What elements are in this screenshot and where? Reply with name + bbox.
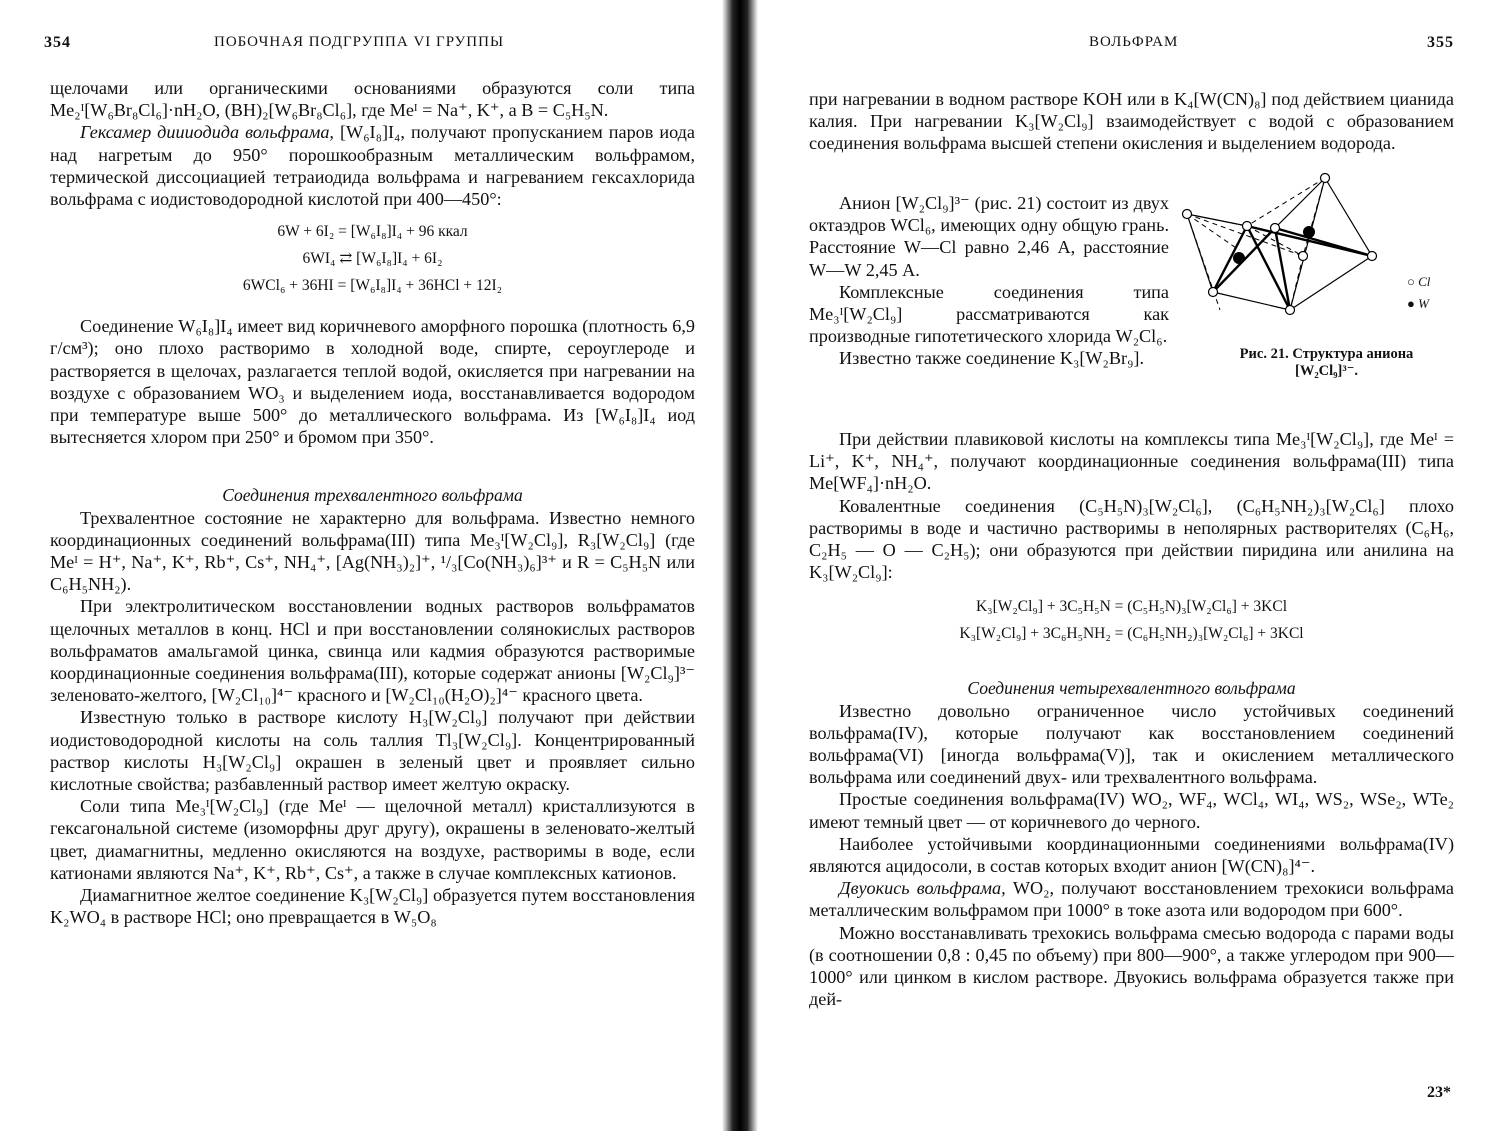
paragraph: Известно довольно ограниченное число устойчивых соединений вольфрама(IV), которые получают как восстановлением соединений вольфрама(VI) [иногда вольфрама(V)], так и окислением металлического вольфрама или соединений двух- или трехвалентного вольфрама. xyxy=(809,700,1454,788)
figure-caption xyxy=(1189,346,1464,380)
paragraph xyxy=(50,121,695,210)
cl-atom xyxy=(1271,224,1280,233)
paragraph: Простые соединения вольфрама(IV) WO₂, WF₄, WCl₄, WI₄, WS₂, WSe₂, WTe₂ имеют темный цвет — от коричневого до черного. xyxy=(809,789,1454,832)
legend-w-label: W xyxy=(1418,296,1429,311)
equation: 6WCl₆ + 36HI = [W₆I₈]I₄ + 36HCl + 12I₂ xyxy=(242,277,503,295)
right-page-number: 355 xyxy=(1427,34,1454,51)
section-heading: Соединения трехвалентного вольфрама xyxy=(222,485,523,506)
cl-atom xyxy=(1321,174,1330,183)
cl-atom xyxy=(1299,252,1308,261)
paragraph: при нагревании в водном растворе KOH или в K₄[W(CN)₈] под действием цианида калия. При нагревании K₃[W₂Cl₉] взаимодействует с водой с образованием соединения вольфрама высшей степени окисления и выделением водорода. xyxy=(809,89,1454,154)
right-running-head: ВОЛЬФРАМ xyxy=(1089,34,1179,50)
paragraph: Комплексные соединения типа Me₃ᴵ[W₂Cl₉] рассматриваются как производные гипотетического хлорида W₂Cl₆. xyxy=(809,281,1169,347)
equation: K₃[W₂Cl₉] + 3C₅H₅N = (C₅H₅N)₃[W₂Cl₆] + 3KCl xyxy=(975,598,1287,616)
caption-line: Рис. 21. Структура аниона xyxy=(1239,346,1414,362)
paragraph: Известную только в растворе кислоту H₃[W₂Cl₉] получают при действии иодистоводородной кислоты на соль таллия Tl₃[W₂Cl₉]. Концентрированный раствор кислоты H₃[W₂Cl₉] окрашен в зеленый цвет и проявляет сильно кислотные свойства; разбавленный раствор имеет желтую окраску. xyxy=(50,707,695,795)
cl-atom xyxy=(1209,288,1218,297)
figure-21 xyxy=(1175,170,1475,390)
left-running-head: ПОБОЧНАЯ ПОДГРУППА VI ГРУППЫ xyxy=(214,34,505,50)
paragraph: Наиболее устойчивыми координационными соединениями вольфрама(IV) являются ацидосоли, в состав которых входит анион [W(CN)₈]⁴⁻. xyxy=(809,833,1454,877)
left-page xyxy=(0,0,730,1131)
cl-atom xyxy=(1368,252,1377,261)
legend-cl: ○ Cl xyxy=(1407,274,1431,289)
paragraph: щелочами или органическими основаниями образуются соли типа Me₂ᴵ[W₆Br₈Cl₆]·nH₂O, (BH)₂[W₆Br₈Cl₆], где Meᴵ = Na⁺, K⁺, а B = C₅H₅N. xyxy=(50,78,695,121)
caption-line: [W₂Cl₉]³⁻. xyxy=(1295,363,1358,379)
paragraph: Трехвалентное состояние не характерно для вольфрама. Известно немного координационных соединений вольфрама(III) типа Me₃ᴵ[W₂Cl₉], R₃[W₂Cl₉] (где Meᴵ = H⁺, Na⁺, K⁺, Rb⁺, Cs⁺, NH₄⁺, [Ag(NH₃)₂]⁺, ¹/₃[Co(NH₃)₆]³⁺ и R = C₅H₅N или C₆H₅NH₂). xyxy=(50,507,695,595)
paragraph-text: [W₆I₈]I₄, получают пропусканием паров иода над нагретым до 950° порошкообразным металлическим вольфрамом, термической диссоциацией тетраиодида вольфрама и нагреванием гексахлорида вольфрама с иодистоводородной кислотой при 400—450°: xyxy=(50,122,695,210)
term: Гексамер диииодида вольфрама, xyxy=(80,122,334,143)
cl-atom xyxy=(1286,306,1295,315)
right-column-top xyxy=(809,88,1454,155)
figure-legend xyxy=(1407,274,1430,312)
book-gutter xyxy=(722,0,758,1131)
cl-atom xyxy=(1183,210,1192,219)
paragraph: Известно также соединение K₃[W₂Br₉]. xyxy=(839,348,1145,369)
equation: K₃[W₂Cl₉] + 3C₆H₅NH₂ = (C₆H₅NH₂)₃[W₂Cl₆] + 3KCl xyxy=(959,625,1304,643)
right-page xyxy=(755,0,1508,1131)
paragraph: Можно восстанавливать трехокись вольфрама смесью водорода с парами воды (в соотношении 0,8 : 0,45 по объему) при 800—900°, а также углеродом при 900—1000° или цинком в кислом растворе. Двуокись вольфрама образуется также при дей- xyxy=(809,922,1454,1010)
paragraph: При электролитическом восстановлении водных растворов вольфраматов щелочных металлов в конц. HCl и при восстановлении солянокислых растворов вольфраматов амальгамой цинка, свинца или кадмия образуются растворимые координационные соединения вольфрама(III), которые содержат анионы [W₂Cl₉]³⁻ зеленовато-желтого, [W₂Cl₁₀]⁴⁻ красного и [W₂Cl₁₀(H₂O)₂]⁴⁻ красного цвета. xyxy=(50,596,695,706)
w-atom xyxy=(1233,252,1245,264)
right-column-bottom xyxy=(809,428,1454,1010)
paragraph: Соли типа Me₃ᴵ[W₂Cl₉] (где Meᴵ — щелочной металл) кристаллизуются в гексагональной системе (изоморфны друг другу), окрашены в зеленовато-желтый цвет, диамагнитны, медленно окисляются на воздухе, растворимы в воде, если катионами являются Na⁺, K⁺, Rb⁺, Cs⁺, а также в случае комплексных катионов. xyxy=(50,796,695,883)
equation: 6W + 6I₂ = [W₆I₈]I₄ + 96 ккал xyxy=(277,223,468,241)
term: Двуокись вольфрама, xyxy=(839,878,1006,899)
section-heading: Соединения четырехвалентного вольфрама xyxy=(967,678,1296,699)
paragraph: Анион [W₂Cl₉]³⁻ (рис. 21) состоит из двух октаэдров WCl₆, имеющих одну общую грань. Расстояние W—Cl равно 2,46 А, расстояние W—W 2,45 А. xyxy=(809,193,1169,280)
right-column-narrow xyxy=(809,192,1169,370)
legend-cl-label: Cl xyxy=(1418,274,1431,289)
paragraph: Диамагнитное желтое соединение K₃[W₂Cl₉] образуется путем восстановления K₂WO₄ в растворе HCl; оно превращается в W₅O₈ xyxy=(50,885,695,928)
left-page-number: 354 xyxy=(44,34,71,51)
paragraph-text: WO₂, получают восстановлением трехокиси вольфрама металлическим вольфрамом при 1000° в токе азота или водородом при 600°. xyxy=(809,878,1455,921)
legend-w: ● W xyxy=(1407,296,1429,311)
cl-atom xyxy=(1243,222,1252,231)
signature-mark: 23* xyxy=(1427,1084,1451,1101)
paragraph: Соединение W₆I₈]I₄ имеет вид коричневого аморфного порошка (плотность 6,9 г/см³); оно плохо растворимо в холодной воде, спирте, сероуглероде и растворяется в щелочах, разлагается теплой водой, окисляется при нагревании на воздухе с образованием WO₃ и выделением иода, восстанавливается водородом при температуре выше 500° до металлического вольфрама. Из [W₆I₈]I₄ иод вытесняется хлором при 250° и бромом при 350°. xyxy=(50,316,695,448)
paragraph: При действии плавиковой кислоты на комплексы типа Me₃ᴵ[W₂Cl₉], где Meᴵ = Li⁺, K⁺, NH₄⁺, получают координационные соединения вольфрама(III) типа Me[WF₄]·nH₂O. xyxy=(809,429,1454,494)
w-atom xyxy=(1303,226,1315,238)
equation: 6WI₄ ⇄ [W₆I₈]I₄ + 6I₂ xyxy=(302,250,443,268)
paragraph xyxy=(809,877,1454,921)
left-column xyxy=(50,77,695,929)
paragraph: Ковалентные соединения (C₅H₅N)₃[W₂Cl₆], (C₆H₅NH₂)₃[W₂Cl₆] плохо растворимы в воде и частично растворимы в неполярных растворителях (C₆H₆, C₂H₅ — O — C₂H₅); они образуются при действии пиридина или анилина на K₃[W₂Cl₉]: xyxy=(809,495,1454,583)
